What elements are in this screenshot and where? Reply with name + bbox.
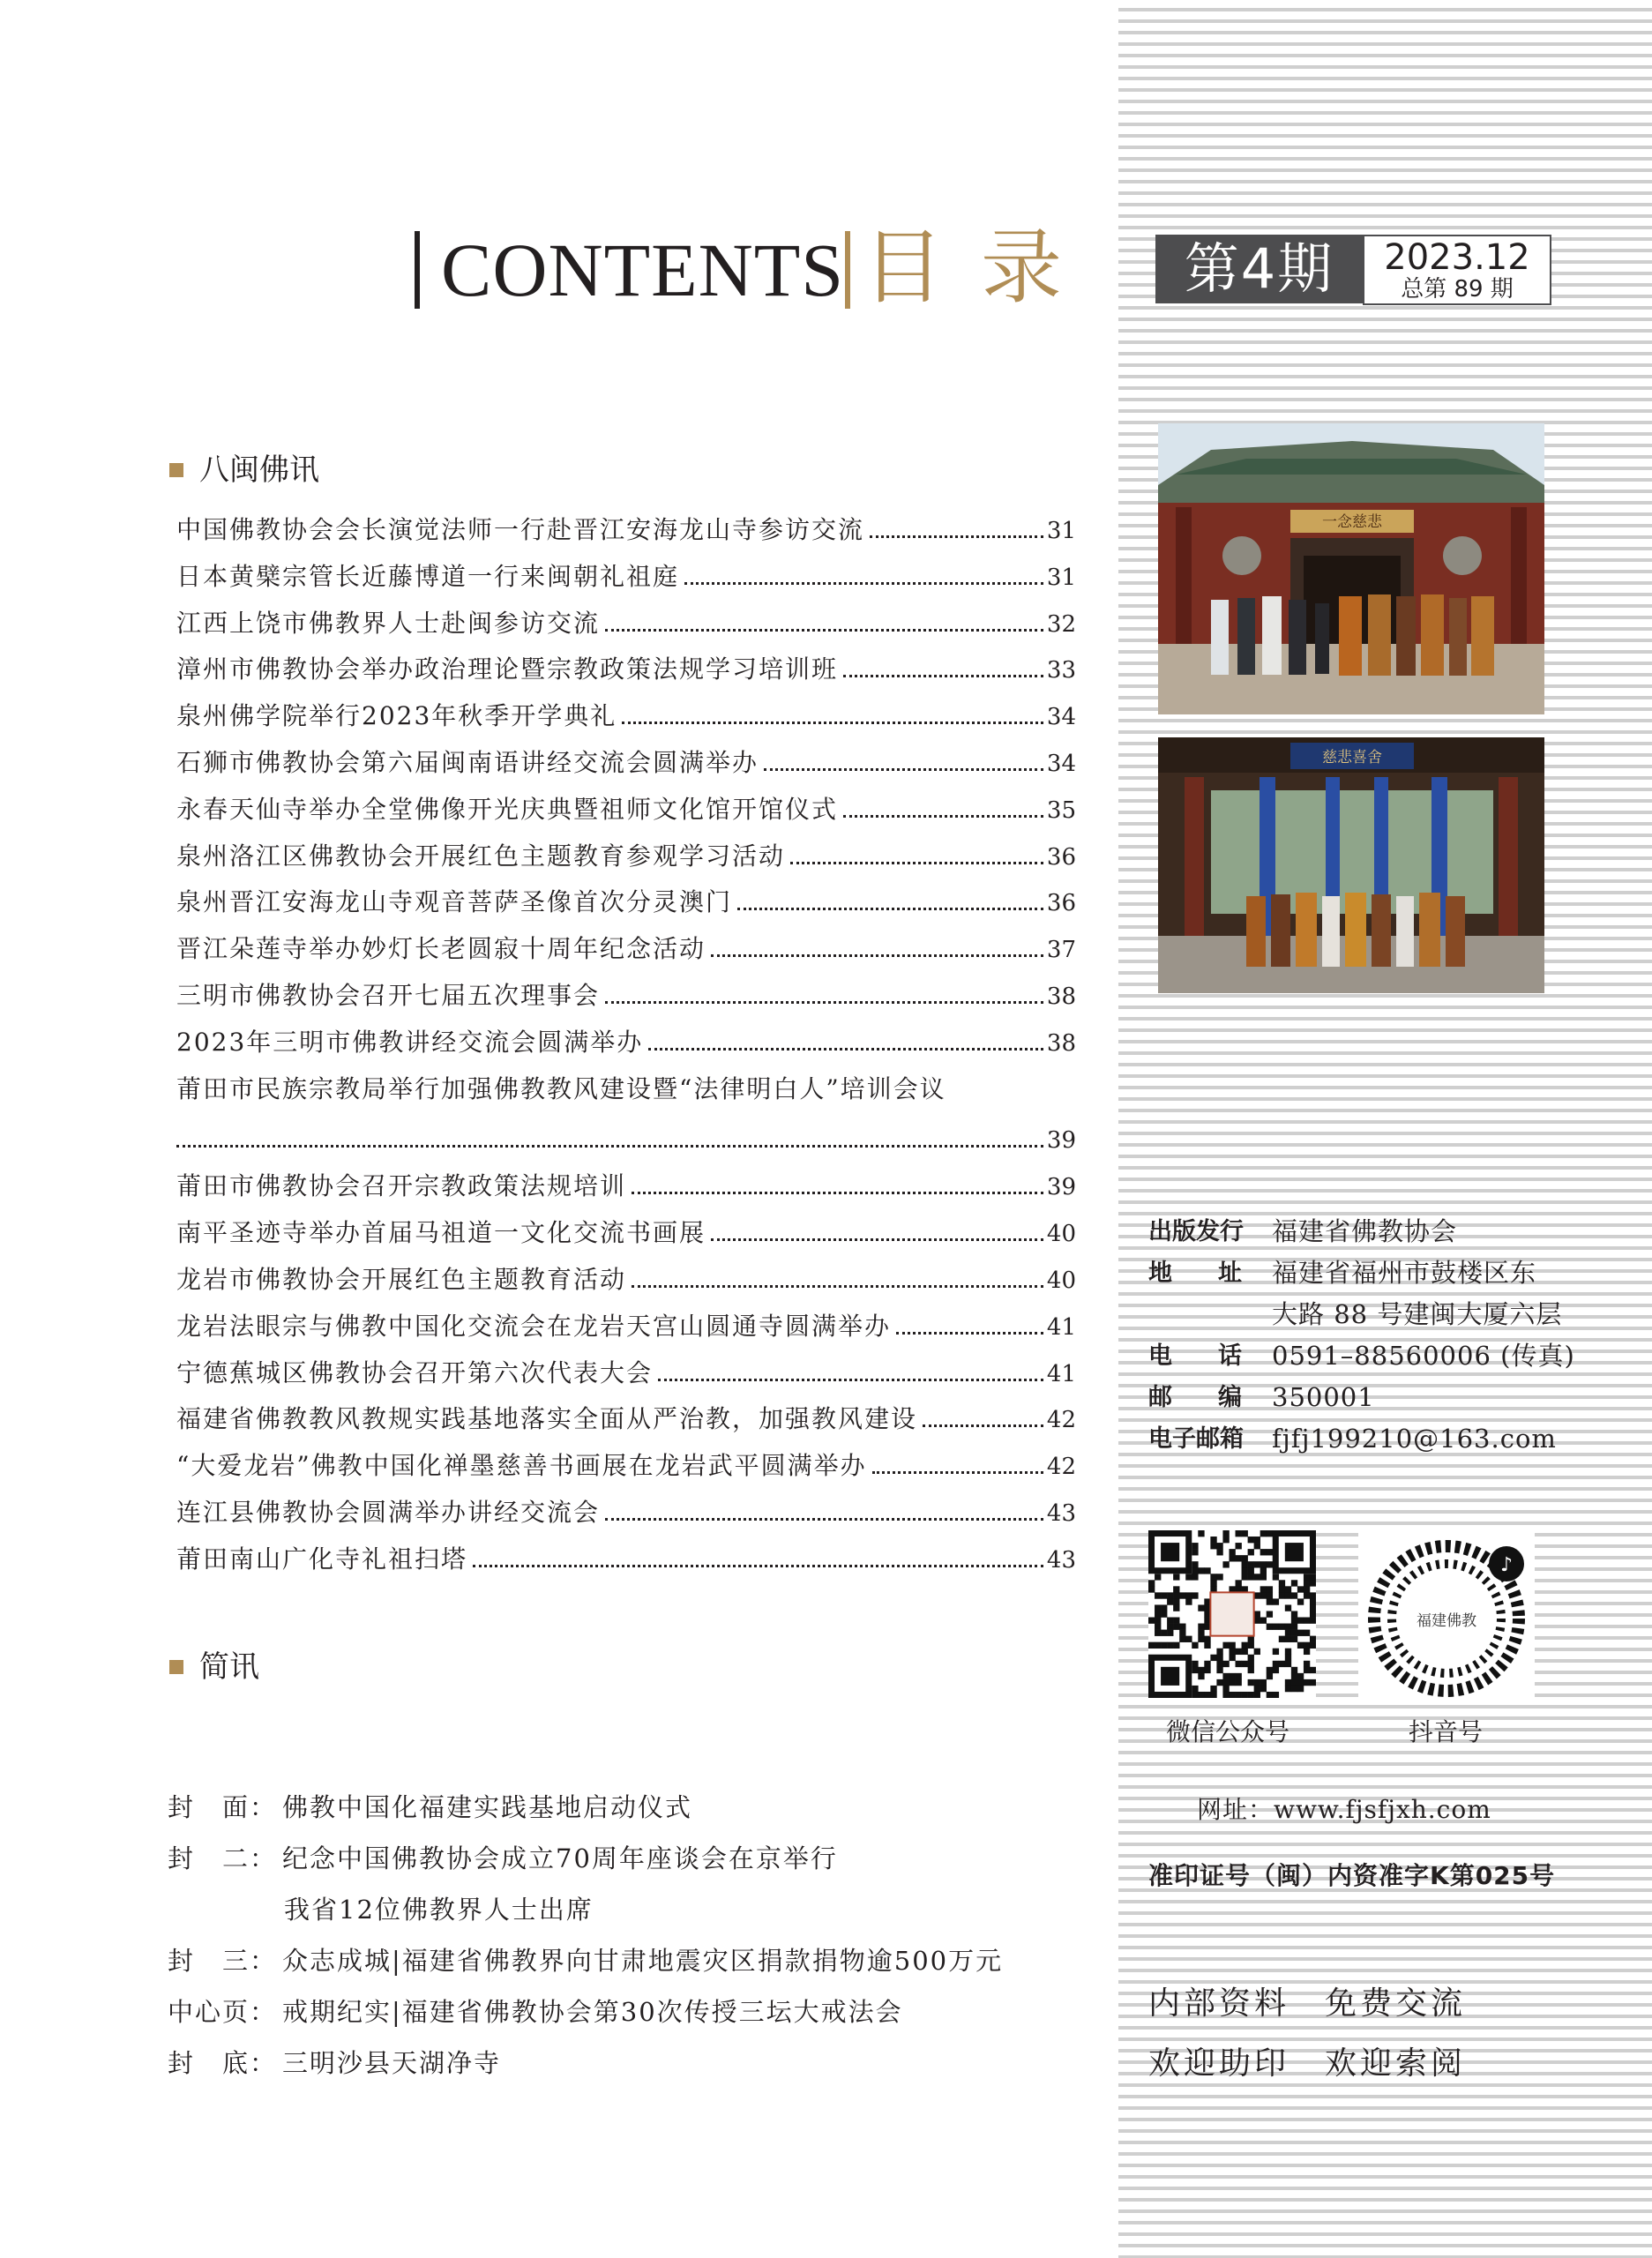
- toc-leader-dots: [622, 722, 1043, 724]
- toc-item-title: 江西上饶市佛教界人士赴闽参访交流: [176, 608, 601, 638]
- toc-item-page: 38: [1046, 983, 1076, 1010]
- issue-number: 第4期: [1155, 235, 1363, 303]
- toc-item[interactable]: [176, 973, 1076, 1020]
- wechat-qr-code: [1148, 1530, 1316, 1698]
- toc-item[interactable]: [176, 647, 1076, 693]
- issue-date: 2023.12: [1384, 237, 1530, 278]
- douyin-qr-icon: [1358, 1530, 1535, 1698]
- toc-item-title: 日本黄檗宗管长近藤博道一行来闽朝礼祖庭: [176, 561, 680, 591]
- toc-item-page: 36: [1046, 890, 1076, 917]
- address-value: 福建省福州市鼓楼区东: [1272, 1258, 1537, 1288]
- toc-leader-dots: [632, 1285, 1043, 1288]
- toc-item-title: “大爱龙岩”佛教中国化禅墨慈善书画展在龙岩武平圆满举办: [176, 1451, 867, 1481]
- toc-item[interactable]: [176, 693, 1076, 740]
- toc-item[interactable]: [176, 926, 1076, 973]
- phone-label: 电话: [1148, 1342, 1288, 1370]
- toc-item-page: 42: [1046, 1407, 1076, 1434]
- toc-item[interactable]: [176, 554, 1076, 601]
- temple-hall-photo: [1158, 737, 1544, 993]
- toc-item-page: 41: [1046, 1360, 1076, 1387]
- toc-item-page: 40: [1046, 1221, 1076, 1248]
- toc-item-title: 龙岩市佛教协会开展红色主题教育活动: [176, 1264, 627, 1294]
- toc-item-page: 35: [1046, 796, 1076, 824]
- toc-item-title: 泉州洛江区佛教协会开展红色主题教育参观学习活动: [176, 841, 786, 871]
- wechat-qr-icon: [1148, 1530, 1316, 1698]
- section-marker: [169, 1660, 183, 1674]
- toc-item[interactable]: [176, 787, 1076, 834]
- temple-gate-photo: [1158, 423, 1544, 714]
- toc-item[interactable]: [176, 1443, 1076, 1490]
- toc-item-page: 32: [1046, 610, 1076, 638]
- toc-leader-dots: [473, 1565, 1043, 1567]
- header-divider-gold: [845, 231, 850, 309]
- toc-list: [176, 507, 1076, 1583]
- cover-notes: [168, 1782, 1003, 2089]
- toc-item[interactable]: [176, 1210, 1076, 1257]
- toc-leader-dots: [843, 815, 1043, 818]
- toc-item[interactable]: [176, 1163, 1076, 1210]
- header-divider-left: [415, 231, 420, 309]
- toc-item-title: 漳州市佛教协会举办政治理论暨宗教政策法规学习培训班: [176, 654, 839, 684]
- toc-leader-dots: [711, 1238, 1043, 1241]
- postcode-label: 邮编: [1148, 1384, 1288, 1411]
- toc-item[interactable]: [176, 879, 1076, 926]
- toc-item-title: 龙岩法眼宗与佛教中国化交流会在龙岩天宫山圆通寺圆满举办: [176, 1311, 892, 1341]
- slogan-free: 免费交流: [1325, 1985, 1467, 2022]
- toc-leader-dots: [605, 1001, 1043, 1004]
- toc-leader-dots: [790, 862, 1043, 864]
- address-label: 地址: [1148, 1260, 1288, 1287]
- toc-item[interactable]: [176, 1350, 1076, 1397]
- people-group: [1246, 893, 1465, 967]
- toc-item-title: 福建省佛教教风教规实践基地落实全面从严治教，加强教风建设: [176, 1404, 918, 1434]
- cover-row: 中心页： 戒期纪实|福建省佛教协会第30次传授三坛大戒法会: [168, 1997, 903, 2027]
- permit-number: 准印证号（闽）内资准字K第025号: [1148, 1861, 1556, 1890]
- email-label: 电子邮箱: [1148, 1425, 1244, 1453]
- phone-value: 0591–88560006 (传真): [1272, 1341, 1575, 1371]
- toc-leader-dots: [764, 768, 1043, 771]
- toc-item-title: 泉州晋江安海龙山寺观音菩萨圣像首次分灵澳门: [176, 887, 733, 917]
- slogan-request: 欢迎索阅: [1325, 2045, 1467, 2082]
- toc-item-page: 41: [1046, 1313, 1076, 1341]
- section-title-main: 八闽佛讯: [199, 452, 319, 488]
- toc-item-title: 2023年三明市佛教讲经交流会圆满举办: [176, 1027, 644, 1057]
- toc-item-page: 38: [1046, 1029, 1076, 1057]
- toc-item[interactable]: [176, 1020, 1076, 1066]
- toc-item[interactable]: [176, 601, 1076, 647]
- toc-item[interactable]: [176, 1066, 1076, 1118]
- toc-item-title: 三明市佛教协会召开七届五次理事会: [176, 980, 601, 1010]
- wechat-label: 微信公众号: [1166, 1717, 1290, 1746]
- toc-item[interactable]: [176, 1490, 1076, 1536]
- toc-item-page: 42: [1046, 1454, 1076, 1481]
- toc-item[interactable]: [176, 740, 1076, 787]
- toc-item-page: 33: [1046, 657, 1076, 684]
- toc-item-title: 永春天仙寺举办全堂佛像开光庆典暨祖师文化馆开馆仪式: [176, 794, 839, 824]
- toc-item-title: 石狮市佛教协会第六届闽南语讲经交流会圆满举办: [176, 747, 759, 777]
- toc-item-page: 40: [1046, 1267, 1076, 1294]
- toc-item-title: 莆田南山广化寺礼祖扫塔: [176, 1544, 468, 1574]
- slogan-internal: 内部资料: [1148, 1985, 1290, 2022]
- toc-leader-dots: [605, 629, 1043, 632]
- top-photo-plaque: 一念慈悲: [1322, 513, 1382, 531]
- toc-leader-dots: [684, 582, 1043, 585]
- toc-leader-dots: [176, 1145, 1043, 1148]
- douyin-qr-code: [1358, 1530, 1535, 1698]
- cover-row: 封 面： 佛教中国化福建实践基地启动仪式: [168, 1792, 693, 1822]
- toc-item[interactable]: [176, 1118, 1076, 1164]
- postcode-value: 350001: [1272, 1382, 1375, 1412]
- toc-leader-dots: [870, 535, 1043, 538]
- toc-item-page: 31: [1046, 564, 1076, 591]
- section-marker: [169, 463, 183, 477]
- toc-leader-dots: [658, 1379, 1043, 1381]
- contents-title-cn: 目录: [863, 221, 1100, 315]
- contents-title-en: CONTENTS: [441, 228, 845, 312]
- toc-item[interactable]: [176, 1304, 1076, 1350]
- toc-item-page: 34: [1046, 750, 1076, 777]
- douyin-qr-center-text: 福建佛教: [1417, 1612, 1476, 1630]
- toc-item[interactable]: [176, 507, 1076, 554]
- toc-item-page: 34: [1046, 704, 1076, 731]
- toc-item-page: 43: [1046, 1546, 1076, 1574]
- publisher-value: 福建省佛教协会: [1272, 1216, 1458, 1246]
- toc-item-page: 36: [1046, 843, 1076, 871]
- toc-item-title: 莆田市民族宗教局举行加强佛教教风建设暨“法律明白人”培训会议: [176, 1073, 946, 1103]
- address-value-line2: 大路 88 号建闽大厦六层: [1272, 1299, 1563, 1329]
- slogan-print: 欢迎助印: [1148, 2045, 1290, 2082]
- total-issue: 总第 89 期: [1401, 276, 1514, 303]
- cover-row: 封 二： 纪念中国佛教协会成立70周年座谈会在京举行: [168, 1843, 838, 1873]
- bottom-photo-plaque: 慈悲喜舍: [1322, 749, 1382, 766]
- toc-item[interactable]: [176, 1257, 1076, 1304]
- toc-item-page: 39: [1046, 1174, 1076, 1201]
- toc-leader-dots: [648, 1048, 1043, 1050]
- toc-item-title: 泉州佛学院举行2023年秋季开学典礼: [176, 701, 617, 731]
- toc-item-title: 晋江朵莲寺举办妙灯长老圆寂十周年纪念活动: [176, 934, 706, 964]
- toc-item-title: 南平圣迹寺举办首届马祖道一文化交流书画展: [176, 1218, 706, 1248]
- toc-item[interactable]: [176, 1536, 1076, 1583]
- toc-leader-dots: [737, 908, 1043, 910]
- toc-item[interactable]: [176, 1396, 1076, 1443]
- publication-info: [1148, 1211, 1575, 1460]
- cover-row: 封 三： 众志成城|福建省佛教界向甘肃地震灾区捐款捐物逾500万元: [168, 1946, 1004, 1976]
- toc-leader-dots: [896, 1332, 1043, 1335]
- publisher-label: 出版发行: [1148, 1218, 1244, 1245]
- tiktok-note-icon: ♪: [1499, 1554, 1514, 1576]
- toc-leader-dots: [923, 1424, 1043, 1427]
- toc-item-title: 中国佛教协会会长演觉法师一行赴晋江安海龙山寺参访交流: [176, 515, 865, 544]
- toc-leader-dots: [632, 1192, 1043, 1194]
- toc-item-page: 43: [1046, 1499, 1076, 1527]
- douyin-label: 抖音号: [1409, 1717, 1484, 1746]
- section-title-brief: 简讯: [199, 1649, 259, 1685]
- issue-date-box: [1363, 235, 1551, 305]
- toc-item-page: 31: [1046, 518, 1076, 544]
- toc-leader-dots: [605, 1518, 1043, 1521]
- toc-item-title: 莆田市佛教协会召开宗教政策法规培训: [176, 1171, 627, 1201]
- toc-leader-dots: [872, 1471, 1043, 1474]
- toc-item-title: 连江县佛教协会圆满举办讲经交流会: [176, 1497, 601, 1527]
- toc-leader-dots: [711, 954, 1043, 957]
- website: 网址：www.fjsfjxh.com: [1197, 1795, 1491, 1824]
- people-group: [1211, 594, 1494, 676]
- cover-row-continuation: 我省12位佛教界人士出席: [284, 1895, 594, 1925]
- toc-item-page: 37: [1046, 937, 1076, 964]
- toc-item-page: 39: [1046, 1126, 1076, 1154]
- cover-row: 封 底： 三明沙县天湖净寺: [168, 2048, 502, 2078]
- toc-item-title: 宁德蕉城区佛教协会召开第六次代表大会: [176, 1357, 654, 1387]
- toc-item[interactable]: [176, 834, 1076, 880]
- email-value: fjfj199210@163.com: [1272, 1424, 1557, 1454]
- toc-leader-dots: [843, 675, 1043, 677]
- striped-panel: [1118, 0, 1652, 2258]
